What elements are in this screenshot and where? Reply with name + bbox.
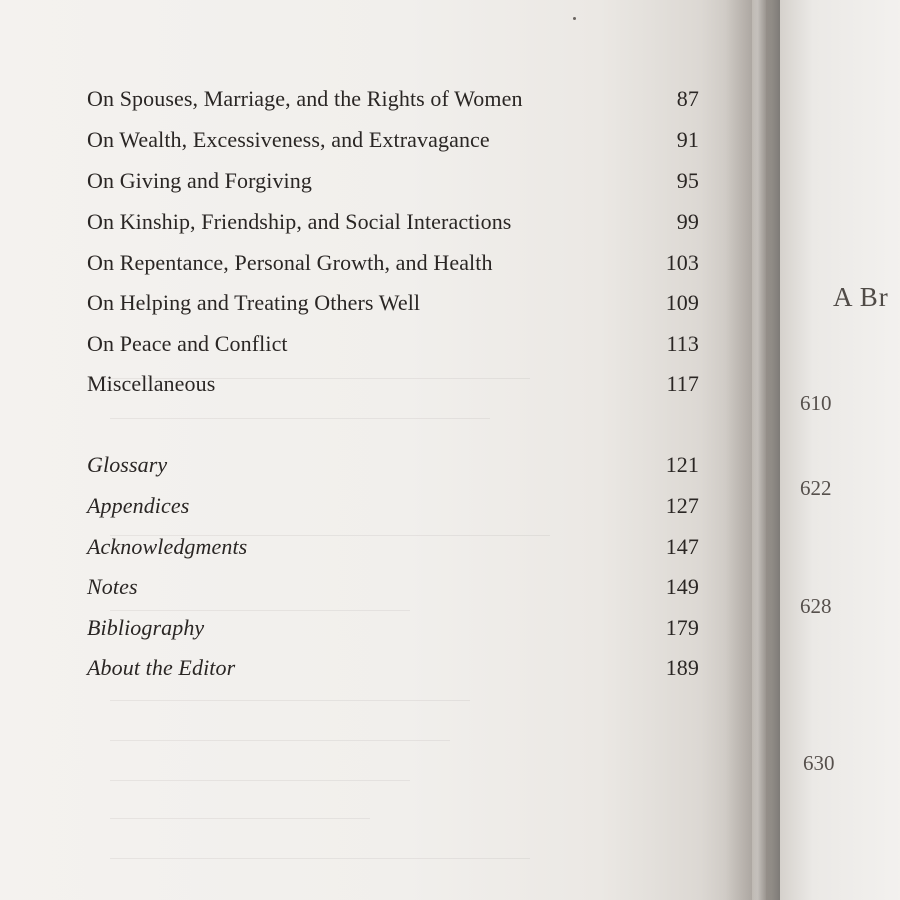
toc-entry-title: On Helping and Treating Others Well <box>87 290 421 315</box>
toc-entry <box>87 331 699 361</box>
toc-entry <box>87 209 699 239</box>
facing-page-heading: A Br <box>833 282 889 312</box>
toc-entry-title: Notes <box>87 574 138 599</box>
toc-entry-title: Miscellaneous <box>87 371 216 396</box>
gutter-shadow <box>725 0 780 900</box>
toc-entry-title: About the Editor <box>87 655 236 680</box>
toc-backmatter-entry <box>87 493 699 523</box>
facing-page-number: 630 <box>803 751 835 775</box>
toc-entry-title: On Wealth, Excessiveness, and Extravagance <box>87 127 490 152</box>
toc-entry-title: On Giving and Forgiving <box>87 168 312 193</box>
toc-entry <box>87 290 699 320</box>
toc-entry <box>87 127 699 157</box>
toc-backmatter-entry <box>87 452 699 482</box>
toc-entry <box>87 250 699 280</box>
toc-backmatter-entry <box>87 615 699 645</box>
toc-backmatter-entry <box>87 574 699 604</box>
facing-page-number: 628 <box>800 594 832 618</box>
facing-page-number: 622 <box>800 476 832 500</box>
toc-entry-page: 179 <box>665 615 699 640</box>
toc-entry <box>87 86 699 116</box>
toc-entry-title: On Kinship, Friendship, and Social Interactions <box>87 209 512 234</box>
toc-entry-page: 103 <box>665 250 699 275</box>
toc-entry-title: On Repentance, Personal Growth, and Health <box>87 250 493 275</box>
facing-page-number: 610 <box>800 391 832 415</box>
toc-entry-title: On Peace and Conflict <box>87 331 288 356</box>
toc-backmatter-entry <box>87 655 699 685</box>
toc-entry-page: 127 <box>665 493 699 518</box>
toc-entry-page: 147 <box>665 534 699 559</box>
toc-entry-page: 121 <box>665 452 699 477</box>
toc-entry-page: 109 <box>665 290 699 315</box>
toc-entry-title: Acknowledgments <box>87 534 248 559</box>
toc-entry-page: 95 <box>676 168 699 193</box>
toc-entry-page: 117 <box>666 371 699 396</box>
toc-entry-page: 149 <box>665 574 699 599</box>
toc-entry-page: 113 <box>666 331 699 356</box>
toc-entry-page: 87 <box>676 86 699 111</box>
toc-entry-page: 99 <box>676 209 699 234</box>
toc-entry <box>87 168 699 198</box>
toc-backmatter-entry <box>87 534 699 564</box>
toc-entry <box>87 371 699 401</box>
toc-entry-page: 91 <box>676 127 699 152</box>
toc-entry-title: Bibliography <box>87 615 205 640</box>
toc-entry-page: 189 <box>665 655 699 680</box>
toc-entry-title: Glossary <box>87 452 168 477</box>
toc-entry-title: On Spouses, Marriage, and the Rights of Women <box>87 86 523 111</box>
toc-entry-title: Appendices <box>87 493 190 518</box>
ink-dot <box>573 17 576 20</box>
